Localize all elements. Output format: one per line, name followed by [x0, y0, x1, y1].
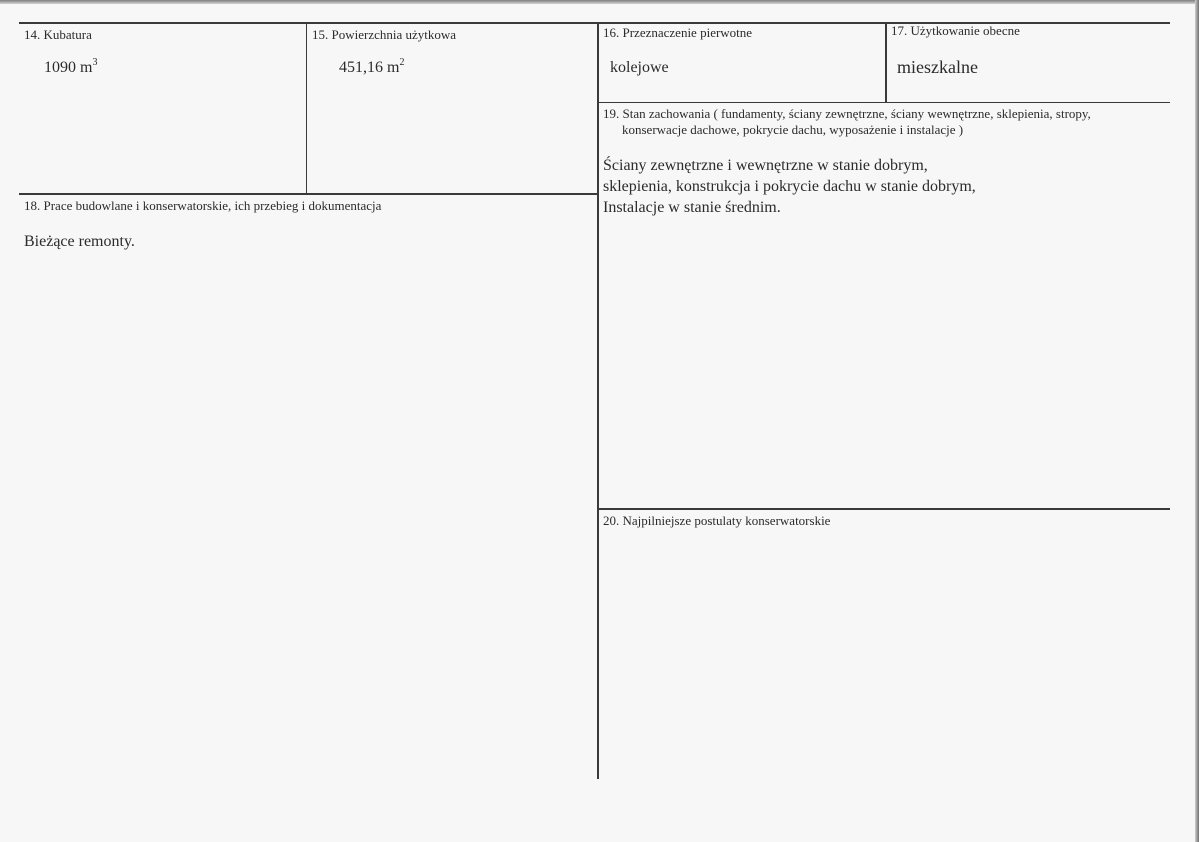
prace-budowlane-value: Bieżące remonty.	[24, 233, 135, 250]
uzytkowanie-value: mieszkalne	[897, 57, 978, 77]
kubatura-unit-exponent: 3	[92, 57, 98, 68]
kubatura-number: 1090 m	[44, 59, 93, 76]
uzytkowanie-label: 17. Użytkowanie obecne	[891, 23, 1020, 38]
stan-zachowania-line-1: Ściany zewnętrzne i wewnętrzne w stanie dobrym,	[603, 157, 928, 174]
rule-under-16	[597, 102, 887, 103]
stan-zachowania-line-2: sklepienia, konstrukcja i pokrycie dachu w stanie dobrym,	[603, 178, 976, 195]
rule-under-17	[886, 102, 1170, 103]
stan-zachowania-label	[603, 106, 1163, 138]
stan-zachowania-label-line-1: 19. Stan zachowania ( fundamenty, ściany zewnętrzne, ściany wewnętrzne, sklepienia, stropy,	[603, 106, 1091, 121]
kubatura-label: 14. Kubatura	[24, 27, 92, 42]
powierzchnia-label: 15. Powierzchnia użytkowa	[312, 27, 457, 42]
prace-budowlane-label: 18. Prace budowlane i konserwatorskie, ich przebieg i dokumentacja	[24, 198, 382, 213]
divider-center	[597, 22, 599, 779]
kubatura-value	[44, 58, 97, 77]
rule-under-14-15	[19, 193, 598, 195]
przeznaczenie-value: kolejowe	[610, 59, 669, 76]
divider-14-15	[306, 22, 307, 194]
scan-edge-top	[0, 0, 1199, 4]
powierzchnia-unit-exponent: 2	[399, 57, 405, 68]
stan-zachowania-text	[603, 155, 976, 218]
postulaty-label: 20. Najpilniejsze postulaty konserwatorskie	[603, 513, 831, 528]
stan-zachowania-line-3: Instalacje w stanie średnim.	[603, 199, 781, 216]
powierzchnia-value	[339, 58, 404, 77]
przeznaczenie-label: 16. Przeznaczenie pierwotne	[603, 25, 753, 40]
scan-edge-right	[1195, 0, 1199, 842]
stan-zachowania-label-line-2: konserwacje dachowe, pokrycie dachu, wyposażenie i instalacje )	[622, 122, 964, 137]
powierzchnia-number: 451,16 m	[339, 59, 400, 76]
rule-above-20	[597, 508, 1170, 510]
divider-16-17	[885, 22, 887, 103]
